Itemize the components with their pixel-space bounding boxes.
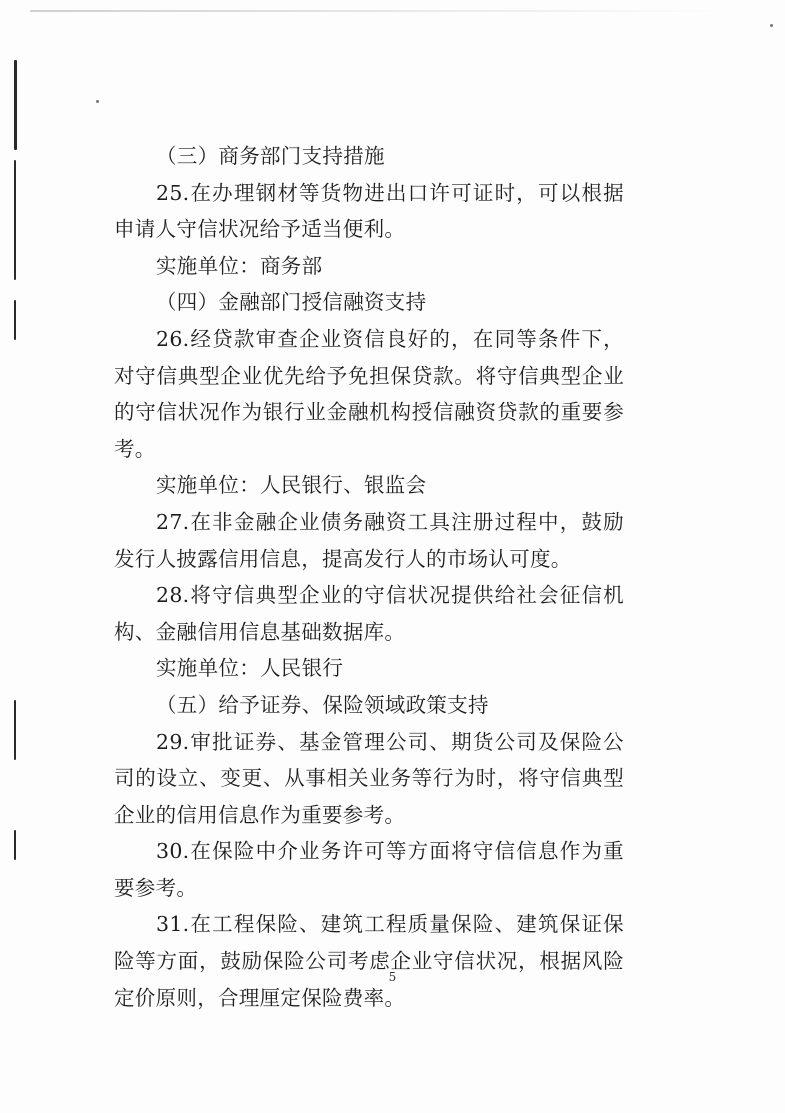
scan-artifact-edge: [14, 60, 17, 150]
implementing-unit-commerce: 实施单位：商务部: [156, 253, 323, 278]
page-number: 5: [388, 970, 397, 984]
scan-artifact-edge: [14, 300, 16, 340]
paragraph-28: 28.将守信典型企业的守信状况提供给社会征信机构、金融信用信息基础数据库。: [114, 583, 624, 644]
implementing-unit-pbc-cbrc: 实施单位：人民银行、银监会: [156, 473, 427, 498]
scan-artifact-edge: [14, 160, 16, 280]
paragraph-31: 31.在工程保险、建筑工程质量保险、建筑保证保险等方面，鼓励保险公司考虑企业守信状况，根据风险定价原则，合理厘定保险费率。: [114, 912, 624, 1010]
paragraph-29: 29.审批证券、基金管理公司、期货公司及保险公司的设立、变更、从事相关业务等行为时，将守信典型企业的信用信息作为重要参考。: [114, 729, 624, 827]
section-heading-finance: （四）金融部门授信融资支持: [156, 290, 427, 315]
document-body: [114, 138, 624, 1016]
scan-speck: [770, 24, 773, 27]
scan-artifact-edge: [14, 830, 16, 860]
section-heading-securities-insurance: （五）给予证券、保险领域政策支持: [156, 692, 489, 717]
scan-artifact-top-line: [30, 10, 730, 12]
scan-speck: [96, 100, 99, 103]
implementing-unit-pbc: 实施单位：人民银行: [156, 656, 344, 681]
scan-artifact-edge: [14, 700, 16, 760]
section-heading-commerce: （三）商务部门支持措施: [156, 144, 385, 168]
paragraph-30: 30.在保险中介业务许可等方面将守信信息作为重要参考。: [114, 839, 624, 900]
paragraph-26: 26.经贷款审查企业资信良好的，在同等条件下，对守信典型企业优先给予免担保贷款。将守信典型企业的守信状况作为银行业金融机构授信融资贷款的重要参考。: [114, 326, 624, 461]
paragraph-27: 27.在非金融企业债务融资工具注册过程中，鼓励发行人披露信用信息，提高发行人的市场认可度。: [114, 509, 624, 571]
paragraph-25: 25.在办理钢材等货物进出口许可证时，可以根据申请人守信状况给予适当便利。: [114, 180, 624, 242]
